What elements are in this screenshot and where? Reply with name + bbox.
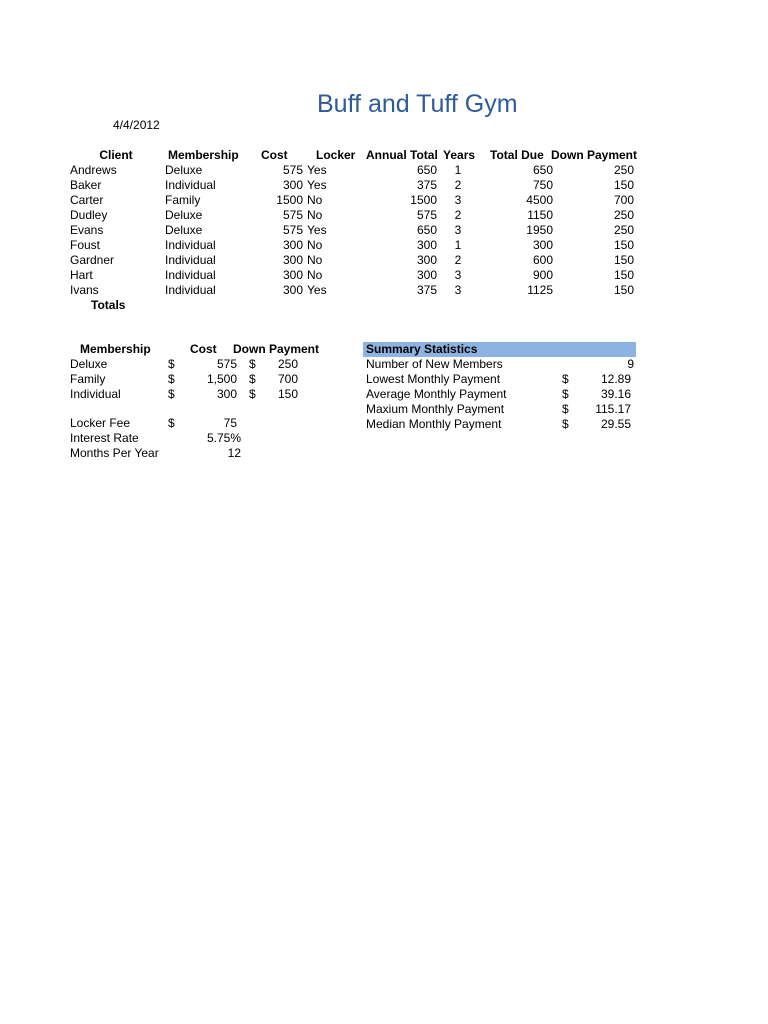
summary-label: Lowest Monthly Payment (366, 372, 501, 386)
years-cell: 1 (454, 163, 462, 177)
annual-total-cell: 650 (416, 223, 437, 237)
summary-value: 115.17 (595, 402, 631, 416)
locker-cell: No (307, 193, 323, 207)
locker-cell: Yes (307, 283, 327, 297)
table-row (0, 208, 768, 223)
membership-name: Family (70, 372, 106, 386)
summary-row (0, 372, 768, 387)
client-name: Foust (70, 238, 101, 252)
total-due-cell: 750 (532, 178, 553, 192)
membership-header-cost: Cost (190, 342, 217, 356)
annual-total-cell: 300 (416, 268, 437, 282)
years-cell: 2 (454, 253, 462, 267)
annual-total-cell: 300 (416, 238, 437, 252)
months-per-year-label: Months Per Year (70, 446, 159, 460)
locker-cell: Yes (307, 223, 327, 237)
summary-value: 9 (627, 357, 634, 371)
membership-cost: 575 (216, 357, 237, 371)
membership-header-down-payment: Down Payment (232, 342, 319, 356)
total-due-cell: 1125 (527, 283, 553, 297)
table-row (0, 178, 768, 193)
membership-type: Deluxe (165, 208, 203, 222)
summary-label: Average Monthly Payment (366, 387, 507, 401)
client-name: Andrews (70, 163, 117, 177)
header-locker: Locker (316, 148, 356, 162)
main-table-header (0, 148, 768, 163)
cost-cell: 300 (282, 283, 303, 297)
cost-cell: 300 (282, 268, 303, 282)
membership-down-payment: 250 (277, 357, 298, 371)
down-payment-cell: 700 (613, 193, 634, 207)
client-name: Carter (70, 193, 104, 207)
years-cell: 3 (454, 223, 462, 237)
locker-fee-value: 75 (223, 416, 237, 430)
membership-down-payment: 150 (277, 387, 298, 401)
header-down-payment: Down Payment (550, 148, 637, 162)
months-per-year-value: 12 (227, 446, 241, 460)
years-cell: 1 (454, 238, 462, 252)
down-payment-cell: 150 (613, 253, 634, 267)
interest-rate-value: 5.75% (206, 431, 241, 445)
summary-value: 29.55 (600, 417, 631, 431)
summary-currency: $ (562, 402, 569, 416)
totals-label: Totals (91, 298, 126, 312)
total-due-cell: 900 (532, 268, 553, 282)
cost-cell: 300 (282, 253, 303, 267)
membership-type: Individual (165, 238, 216, 252)
membership-name: Deluxe (70, 357, 108, 371)
table-row (0, 268, 768, 283)
table-row (0, 223, 768, 238)
summary-value: 39.16 (600, 387, 631, 401)
locker-cell: No (307, 208, 323, 222)
cost-cell: 575 (282, 163, 303, 177)
header-client: Client (99, 148, 133, 162)
annual-total-cell: 575 (416, 208, 437, 222)
total-due-cell: 4500 (526, 193, 553, 207)
cost-cell: 300 (282, 238, 303, 252)
down-payment-cell: 150 (613, 283, 634, 297)
cost-cell: 300 (282, 178, 303, 192)
membership-header-name: Membership (80, 342, 151, 356)
locker-fee-currency: $ (168, 416, 175, 430)
cost-cell: 575 (282, 208, 303, 222)
membership-down-currency: $ (249, 387, 256, 401)
membership-type: Individual (165, 268, 216, 282)
annual-total-cell: 650 (416, 163, 437, 177)
locker-cell: Yes (307, 163, 327, 177)
down-payment-cell: 150 (613, 268, 634, 282)
client-name: Dudley (70, 208, 108, 222)
annual-total-cell: 375 (416, 178, 437, 192)
summary-label: Maxium Monthly Payment (366, 402, 505, 416)
total-due-cell: 600 (532, 253, 553, 267)
total-due-cell: 1950 (526, 223, 553, 237)
summary-header-label: Summary Statistics (366, 342, 478, 356)
header-membership: Membership (168, 148, 239, 162)
years-cell: 3 (454, 193, 462, 207)
years-cell: 3 (454, 268, 462, 282)
years-cell: 2 (454, 178, 462, 192)
down-payment-cell: 150 (613, 238, 634, 252)
header-years: Years (443, 148, 476, 162)
down-payment-cell: 250 (613, 208, 634, 222)
summary-row (0, 417, 768, 432)
annual-total-cell: 1500 (410, 193, 437, 207)
membership-type: Individual (165, 253, 216, 267)
locker-cell: Yes (307, 178, 327, 192)
membership-cost: 300 (216, 387, 237, 401)
annual-total-cell: 300 (416, 253, 437, 267)
membership-type: Individual (165, 283, 216, 297)
membership-cost-currency: $ (168, 357, 175, 371)
summary-label: Number of New Members (366, 357, 503, 371)
summary-value: 12.89 (600, 372, 631, 386)
table-row (0, 163, 768, 178)
summary-currency: $ (562, 417, 569, 431)
summary-currency: $ (562, 372, 569, 386)
membership-type: Individual (165, 178, 216, 192)
table-row (0, 253, 768, 268)
membership-down-currency: $ (249, 357, 256, 371)
membership-cost: 1,500 (206, 372, 237, 386)
total-due-cell: 650 (532, 163, 553, 177)
client-name: Gardner (70, 253, 115, 267)
months-per-year-row (0, 446, 768, 461)
cost-cell: 575 (282, 223, 303, 237)
header-cost: Cost (261, 148, 288, 162)
membership-cost-currency: $ (168, 372, 175, 386)
client-name: Hart (70, 268, 93, 282)
summary-label: Median Monthly Payment (366, 417, 502, 431)
membership-type: Deluxe (165, 223, 203, 237)
summary-row (0, 402, 768, 417)
interest-rate-row (0, 431, 768, 446)
sheet-title: Buff and Tuff Gym (317, 90, 518, 118)
report-date: 4/4/2012 (113, 118, 160, 132)
membership-down-currency: $ (249, 372, 256, 386)
header-total-due: Total Due (490, 148, 544, 162)
down-payment-cell: 250 (613, 223, 634, 237)
summary-row (0, 357, 768, 372)
locker-cell: No (307, 268, 323, 282)
header-annual-total: Annual Total (366, 148, 438, 162)
interest-rate-label: Interest Rate (70, 431, 139, 445)
membership-type: Family (165, 193, 201, 207)
table-row (0, 283, 768, 298)
membership-cost-currency: $ (168, 387, 175, 401)
down-payment-cell: 250 (613, 163, 634, 177)
locker-cell: No (307, 238, 323, 252)
total-due-cell: 300 (532, 238, 553, 252)
annual-total-cell: 375 (416, 283, 437, 297)
client-name: Evans (70, 223, 104, 237)
client-name: Baker (70, 178, 102, 192)
years-cell: 3 (454, 283, 462, 297)
down-payment-cell: 150 (613, 178, 634, 192)
years-cell: 2 (454, 208, 462, 222)
locker-cell: No (307, 253, 323, 267)
total-due-cell: 1150 (527, 208, 553, 222)
client-name: Ivans (70, 283, 99, 297)
summary-currency: $ (562, 387, 569, 401)
membership-type: Deluxe (165, 163, 203, 177)
membership-down-payment: 700 (277, 372, 298, 386)
table-row (0, 193, 768, 208)
summary-row (0, 387, 768, 402)
cost-cell: 1500 (276, 193, 303, 207)
membership-name: Individual (70, 387, 121, 401)
table-row (0, 238, 768, 253)
locker-fee-label: Locker Fee (70, 416, 131, 430)
